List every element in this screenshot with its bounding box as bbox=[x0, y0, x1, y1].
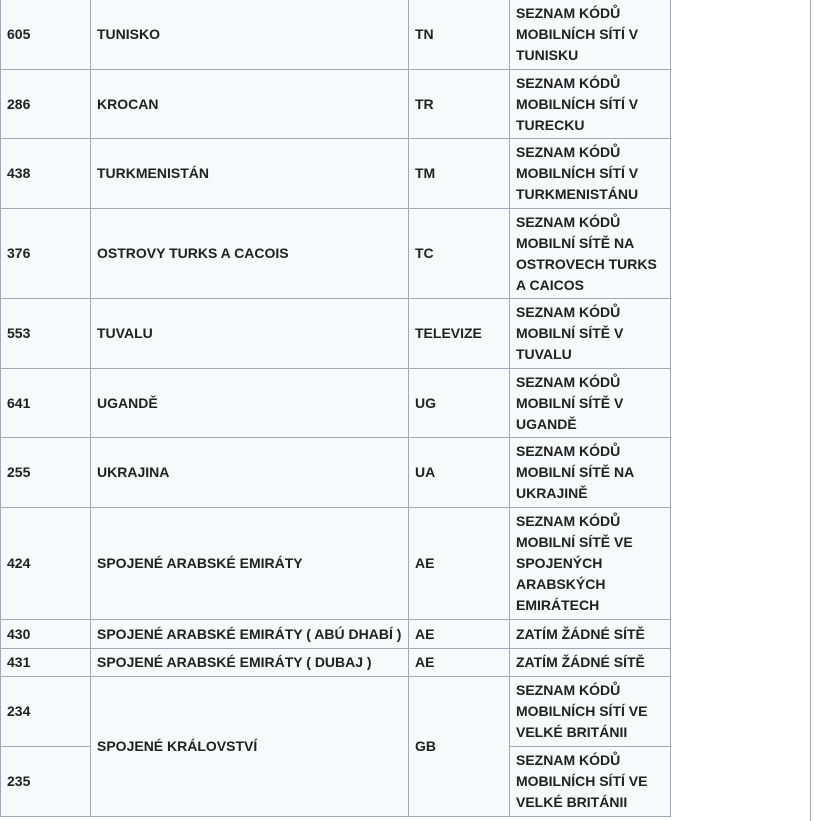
country-cell: TUVALU bbox=[91, 299, 409, 369]
iso-cell: AE bbox=[409, 620, 510, 649]
mcc-cell: 641 bbox=[1, 369, 91, 438]
country-cell: TUNISKO bbox=[91, 0, 409, 70]
networks-link[interactable]: SEZNAM KÓDŮ MOBILNÍCH SÍTÍ VE VELKÉ BRITÁNII bbox=[510, 747, 671, 817]
networks-link[interactable]: SEZNAM KÓDŮ MOBILNÍ SÍTĚ V UGANDĚ bbox=[510, 369, 671, 438]
table-row bbox=[1, 70, 671, 139]
table-row bbox=[1, 620, 671, 649]
iso-cell: UA bbox=[409, 438, 510, 508]
iso-cell: GB bbox=[409, 677, 510, 817]
table-row bbox=[1, 209, 671, 299]
networks-cell: ZATÍM ŽÁDNÉ SÍTĚ bbox=[510, 649, 671, 677]
networks-link[interactable]: SEZNAM KÓDŮ MOBILNÍ SÍTĚ VE SPOJENÝCH ARABSKÝCH EMIRÁTECH bbox=[510, 508, 671, 620]
networks-cell: ZATÍM ŽÁDNÉ SÍTĚ bbox=[510, 620, 671, 649]
networks-link[interactable]: SEZNAM KÓDŮ MOBILNÍ SÍTĚ NA OSTROVECH TURKS A CAICOS bbox=[510, 209, 671, 299]
country-cell: UGANDĚ bbox=[91, 369, 409, 438]
networks-link[interactable]: SEZNAM KÓDŮ MOBILNÍ SÍTĚ NA UKRAJINĚ bbox=[510, 438, 671, 508]
country-cell: SPOJENÉ ARABSKÉ EMIRÁTY bbox=[91, 508, 409, 620]
mcc-cell: 286 bbox=[1, 70, 91, 139]
right-border bbox=[810, 0, 811, 821]
mcc-cell: 605 bbox=[1, 0, 91, 70]
mcc-cell: 376 bbox=[1, 209, 91, 299]
mcc-cell: 430 bbox=[1, 620, 91, 649]
mcc-cell: 235 bbox=[1, 747, 91, 817]
table-row bbox=[1, 649, 671, 677]
table-row bbox=[1, 508, 671, 620]
mcc-cell: 438 bbox=[1, 139, 91, 209]
mcc-cell: 431 bbox=[1, 649, 91, 677]
iso-cell: AE bbox=[409, 508, 510, 620]
country-cell: OSTROVY TURKS A CACOIS bbox=[91, 209, 409, 299]
networks-link[interactable]: SEZNAM KÓDŮ MOBILNÍCH SÍTÍ V TURKMENISTÁNU bbox=[510, 139, 671, 209]
iso-cell: TM bbox=[409, 139, 510, 209]
iso-cell: TELEVIZE bbox=[409, 299, 510, 369]
networks-link[interactable]: SEZNAM KÓDŮ MOBILNÍCH SÍTÍ V TURECKU bbox=[510, 70, 671, 139]
mcc-cell: 255 bbox=[1, 438, 91, 508]
country-cell: TURKMENISTÁN bbox=[91, 139, 409, 209]
mcc-cell: 553 bbox=[1, 299, 91, 369]
country-cell: SPOJENÉ KRÁLOVSTVÍ bbox=[91, 677, 409, 817]
table-row bbox=[1, 677, 671, 747]
country-cell: UKRAJINA bbox=[91, 438, 409, 508]
iso-cell: AE bbox=[409, 649, 510, 677]
table-row bbox=[1, 369, 671, 438]
iso-cell: TC bbox=[409, 209, 510, 299]
networks-link[interactable]: SEZNAM KÓDŮ MOBILNÍCH SÍTÍ V TUNISKU bbox=[510, 0, 671, 70]
country-cell: SPOJENÉ ARABSKÉ EMIRÁTY ( DUBAJ ) bbox=[91, 649, 409, 677]
table-row bbox=[1, 299, 671, 369]
iso-cell: TR bbox=[409, 70, 510, 139]
country-cell: KROCAN bbox=[91, 70, 409, 139]
mcc-cell: 234 bbox=[1, 677, 91, 747]
networks-link[interactable]: SEZNAM KÓDŮ MOBILNÍCH SÍTÍ VE VELKÉ BRITÁNII bbox=[510, 677, 671, 747]
table-row bbox=[1, 438, 671, 508]
networks-link[interactable]: SEZNAM KÓDŮ MOBILNÍ SÍTĚ V TUVALU bbox=[510, 299, 671, 369]
country-cell: SPOJENÉ ARABSKÉ EMIRÁTY ( ABÚ DHABÍ ) bbox=[91, 620, 409, 649]
iso-cell: UG bbox=[409, 369, 510, 438]
mcc-cell: 424 bbox=[1, 508, 91, 620]
table-row bbox=[1, 0, 671, 70]
table-row bbox=[1, 139, 671, 209]
iso-cell: TN bbox=[409, 0, 510, 70]
